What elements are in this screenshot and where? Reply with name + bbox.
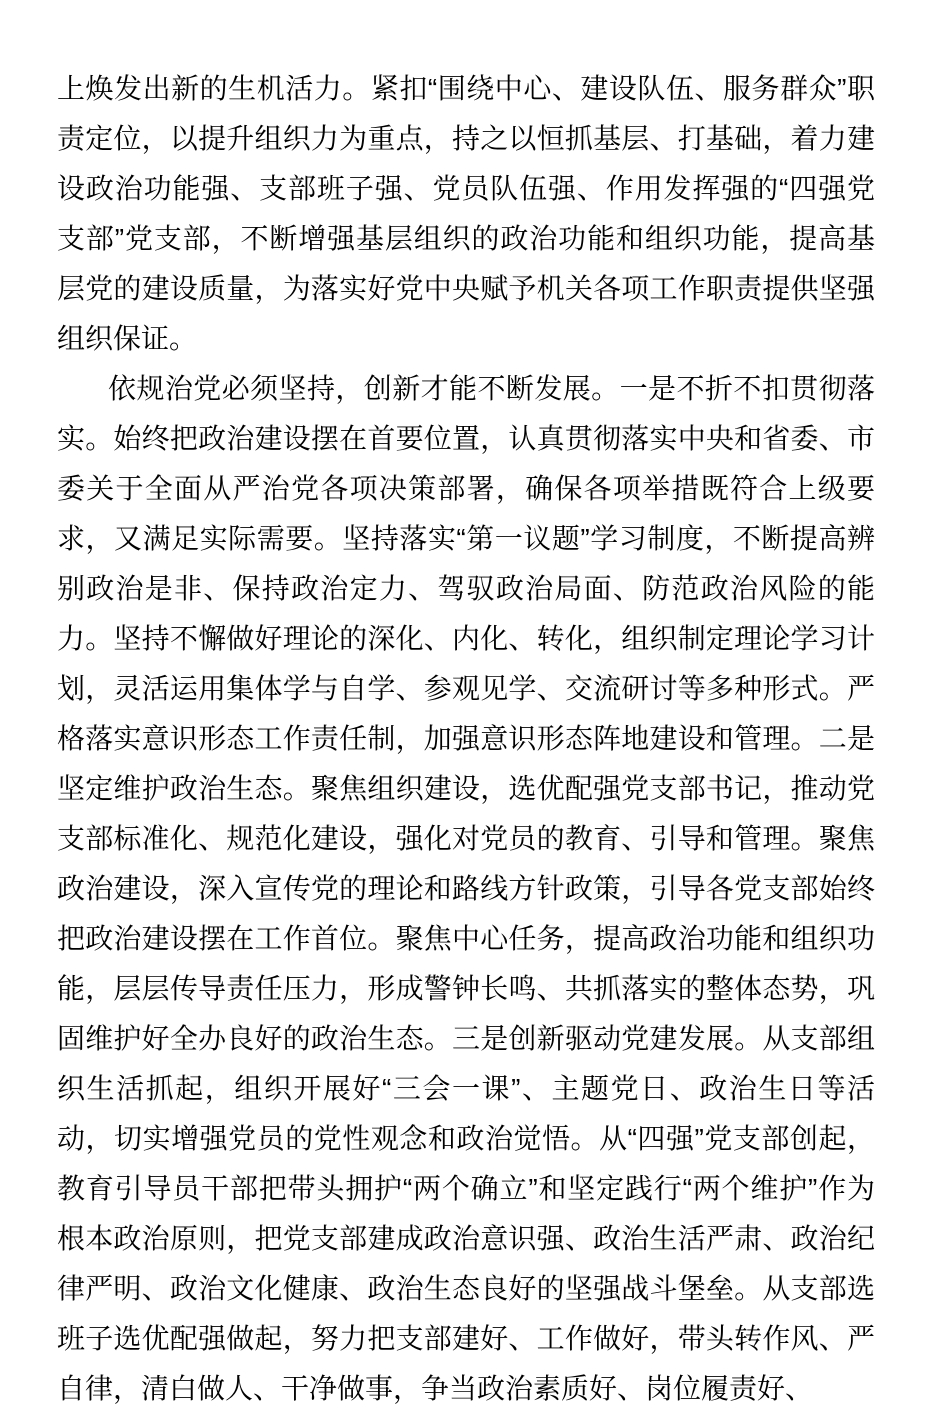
paragraph-continuation: 上焕发出新的生机活力。紧扣“围绕中心、建设队伍、服务群众”职责定位，以提升组织力为重点，持之以恒抓基层、打基础，着力建设政治功能强、支部班子强、党员队伍强、作用发挥强的“四强党支部”党支部，不断增强基层组织的政治功能和组织功能，提高基层党的建设质量，为落实好党中央赋予机关各项工作职责提供坚强组织保证。: [57, 73, 875, 354]
paragraph-body: 依规治党必须坚持，创新才能不断发展。一是不折不扣贯彻落实。始终把政治建设摆在首要位置，认真贯彻落实中央和省委、市委关于全面从严治党各项决策部署，确保各项举措既符合上级要求，又满足实际需要。坚持落实“第一议题”学习制度，不断提高辨别政治是非、保持政治定力、驾驭政治局面、防范政治风险的能力。坚持不懈做好理论的深化、内化、转化，组织制定理论学习计划，灵活运用集体学与自学、参观见学、交流研讨等多种形式。严格落实意识形态工作责任制，加强意识形态阵地建设和管理。二是坚定维护政治生态。聚焦组织建设，选优配强党支部书记，推动党支部标准化、规范化建设，强化对党员的教育、引导和管理。聚焦政治建设，深入宣传党的理论和路线方针政策，引导各党支部始终把政治建设摆在工作首位。聚焦中心任务，提高政治功能和组织功能，层层传导责任压力，形成警钟长鸣、共抓落实的整体态势，巩固维护好全办良好的政治生态。三是创新驱动党建发展。从支部组织生活抓起，组织开展好“三会一课”、主题党日、政治生日等活动，切实增强党员的党性观念和政治觉悟。从“四强”党支部创起，教育引导员干部把带头拥护“两个确立”和坚定践行“两个维护”作为根本政治原则，把党支部建成政治意识强、政治生活严肃、政治纪律严明、政治文化健康、政治生态良好的坚强战斗堡垒。从支部选班子选优配强做起，努力把支部建好、工作做好，带头转作风、严自律，清白做人、干净做事，争当政治素质好、岗位履责好、: [57, 373, 875, 1404]
document-text-block: [57, 64, 875, 1414]
